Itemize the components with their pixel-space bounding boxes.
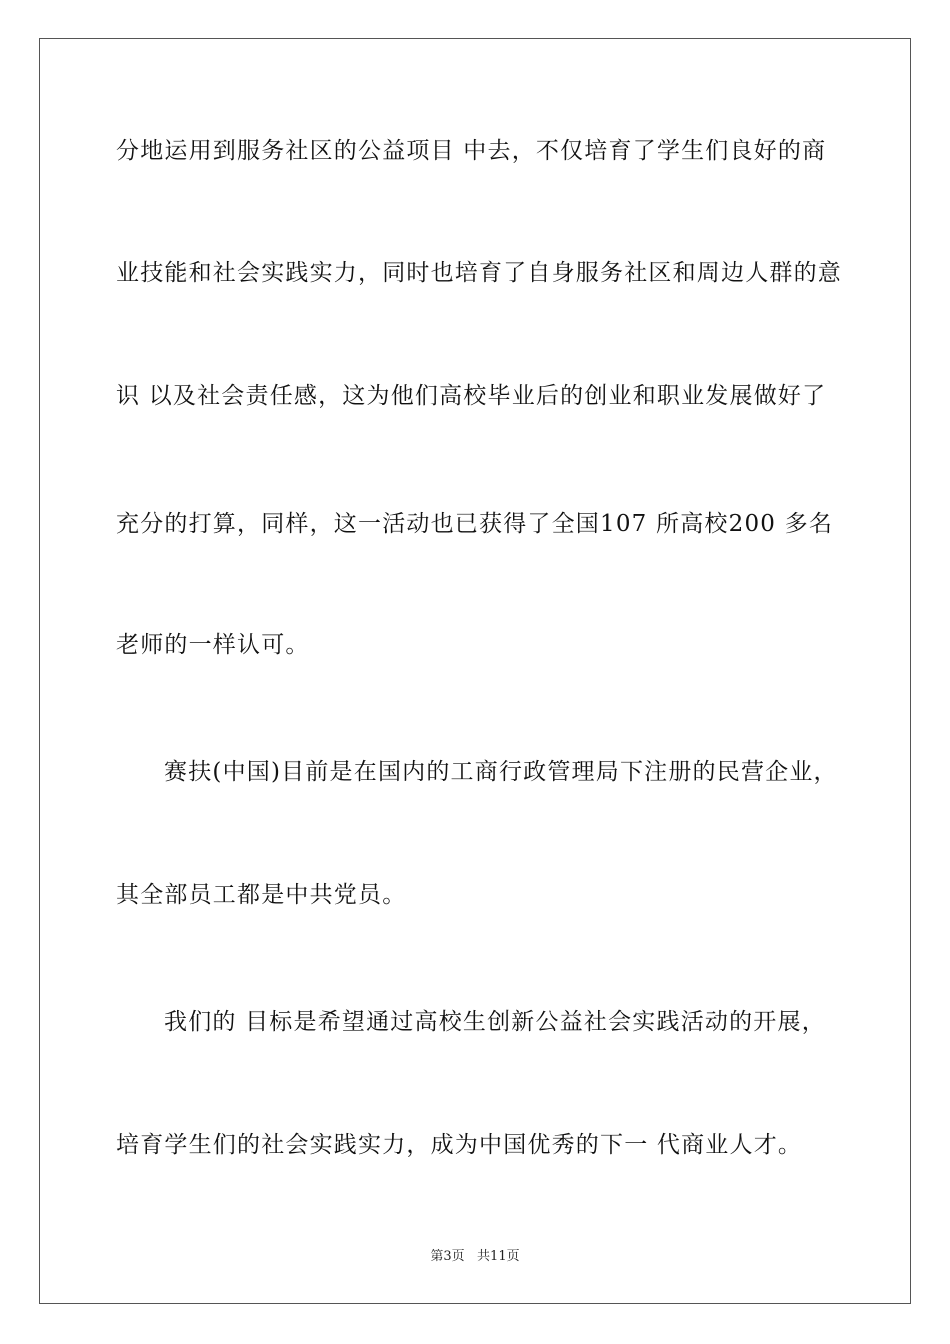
body-text-line: 其全部员工都是中共党员。 bbox=[116, 882, 407, 908]
body-text-line: 业技能和社会实践实力，同时也培育了自身服务社区和周边人群的意 bbox=[116, 260, 842, 286]
page-frame bbox=[39, 38, 911, 1304]
paragraph-first-line: 我们的 目标是希望通过高校生创新公益社会实践活动的开展， bbox=[164, 1009, 826, 1035]
body-text-line: 充分的打算，同样，这一活动也已获得了全国107 所高校200 多名 bbox=[116, 511, 834, 537]
body-text-line: 分地运用到服务社区的公益项目 中去，不仅培育了学生们良好的商 bbox=[116, 138, 827, 164]
paragraph-first-line: 赛扶(中国)目前是在国内的工商行政管理局下注册的民营企业， bbox=[164, 759, 838, 785]
page-number-footer: 第3页 共11页 bbox=[430, 1249, 520, 1264]
body-text-line: 培育学生们的社会实践实力，成为中国优秀的下一 代商业人才。 bbox=[116, 1132, 803, 1158]
body-text-line: 识 以及社会责任感，这为他们高校毕业后的创业和职业发展做好了 bbox=[116, 383, 827, 409]
body-text-line: 老师的一样认可。 bbox=[116, 632, 310, 658]
